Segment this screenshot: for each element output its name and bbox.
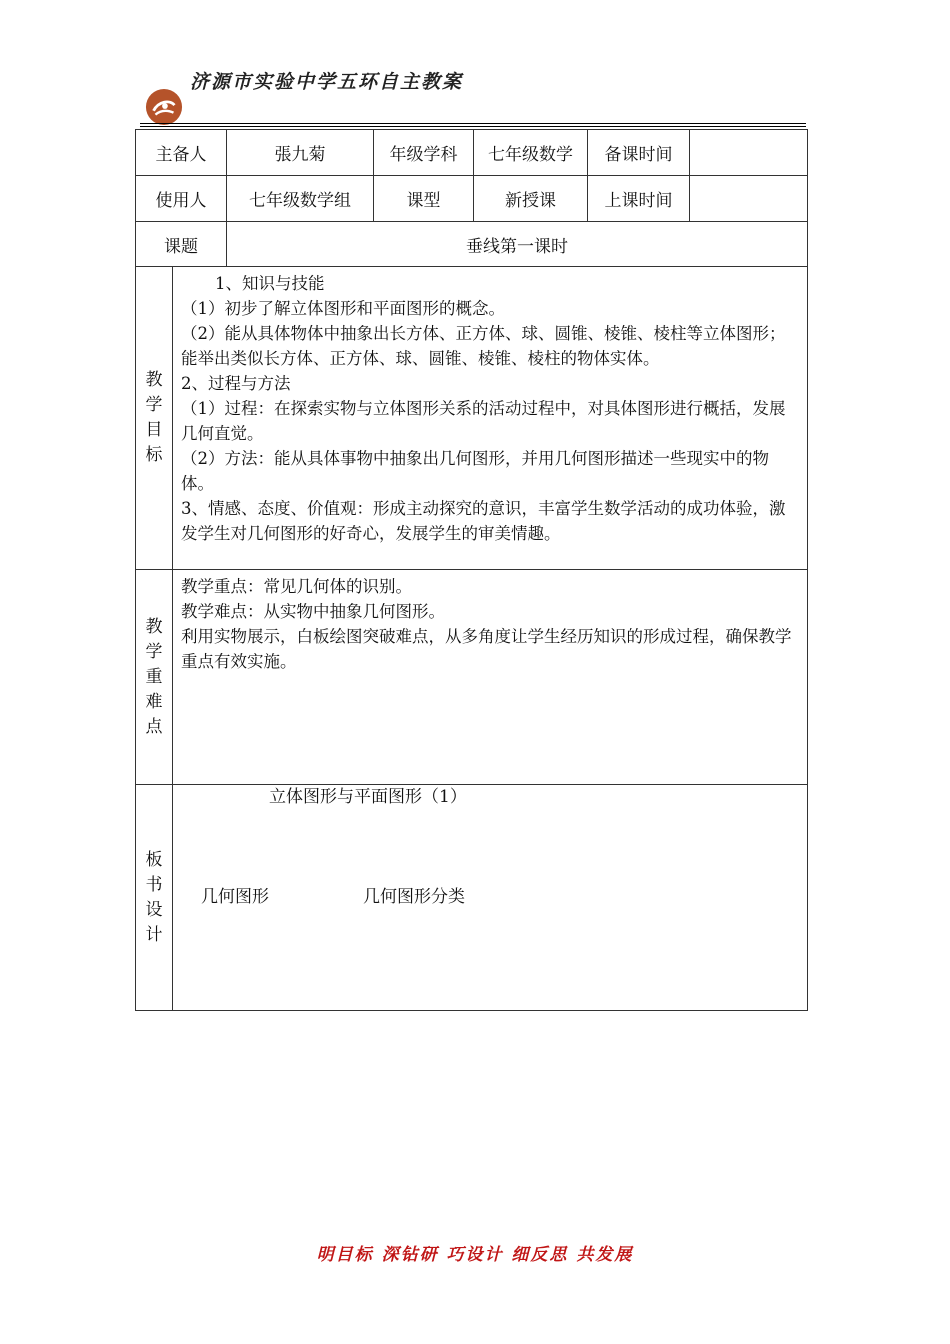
user-value: 七年级数学组 [227,176,374,222]
board-label-char: 计 [145,924,163,945]
user-label: 使用人 [136,176,227,222]
keypoints-content [173,570,808,785]
header-divider [140,123,806,124]
goal-line: （1）过程：在探索实物与立体图形关系的活动过程中，对具体图形进行概括，发展几何直觉。 [181,399,786,443]
table-row [136,222,808,267]
keypoints-label-char: 难 [145,691,163,712]
goal-line: （2）能从具体物体中抽象出长方体、正方体、球、圆锥、棱锥、棱柱等立体图形；能举出类似长方体、正方体、球、圆锥、棱锥、棱柱的物体实体。 [181,324,786,368]
table-row [136,130,808,176]
board-design-content [173,785,808,1011]
keypoints-label-char: 重 [145,666,163,687]
prep-time-value [690,130,808,176]
preparer-label: 主备人 [136,130,227,176]
goal-line: （2）方法：能从具体事物中抽象出几何图形，并用几何图形描述一些现实中的物体。 [181,449,769,493]
goals-label [136,267,173,570]
board-item-figure-classification: 几何图形分类 [363,887,465,907]
board-label-char: 书 [145,874,163,895]
school-logo-icon [145,88,183,126]
footer-motto: 明目标 深钻研 巧设计 细反思 共发展 [316,1245,634,1265]
keypoint-line: 利用实物展示，白板绘图突破难点，从多角度让学生经历知识的形成过程，确保教学重点有效实施。 [181,627,792,671]
keypoints-label [136,570,173,785]
table-row [136,570,808,785]
board-title: 立体图形与平面图形（1） [269,787,467,807]
topic-value: 垂线第一课时 [227,222,808,267]
lesson-plan-table [135,129,808,1011]
grade-subject-value: 七年级数学 [474,130,588,176]
board-label-char: 板 [145,849,163,870]
prep-time-label: 备课时间 [588,130,690,176]
goal-line: 2、过程与方法 [181,374,291,393]
table-row [136,785,808,1011]
lesson-type-value: 新授课 [474,176,588,222]
table-row [136,267,808,570]
lesson-type-label: 课型 [374,176,474,222]
goal-line: 1、知识与技能 [215,274,325,293]
goals-label-char: 标 [145,445,163,465]
school-title: 济源市实验中学五环自主教案 [190,71,464,93]
header-divider [140,126,806,127]
class-time-label: 上课时间 [588,176,690,222]
goals-label-char: 学 [145,395,163,415]
preparer-value: 張九菊 [227,130,374,176]
board-item-geometric-figures: 几何图形 [201,887,269,907]
keypoints-label-char: 学 [145,641,163,662]
goal-line: 3、情感、态度、价值观：形成主动探究的意识，丰富学生数学活动的成功体验，激发学生对几何图形的好奇心，发展学生的审美情趣。 [181,499,786,543]
goals-label-char: 教 [145,370,163,390]
keypoints-label-char: 教 [145,616,163,637]
board-label-char: 设 [145,899,163,920]
goals-content [173,267,808,570]
keypoint-line: 教学难点：从实物中抽象几何图形。 [181,602,445,621]
keypoint-line: 教学重点：常见几何体的识别。 [181,577,412,596]
board-design-label [136,785,173,1011]
keypoints-label-char: 点 [145,716,163,737]
table-row [136,176,808,222]
topic-label: 课题 [136,222,227,267]
goal-line: （1）初步了解立体图形和平面图形的概念。 [181,299,505,318]
grade-subject-label: 年级学科 [374,130,474,176]
goals-label-char: 目 [145,420,163,440]
class-time-value [690,176,808,222]
